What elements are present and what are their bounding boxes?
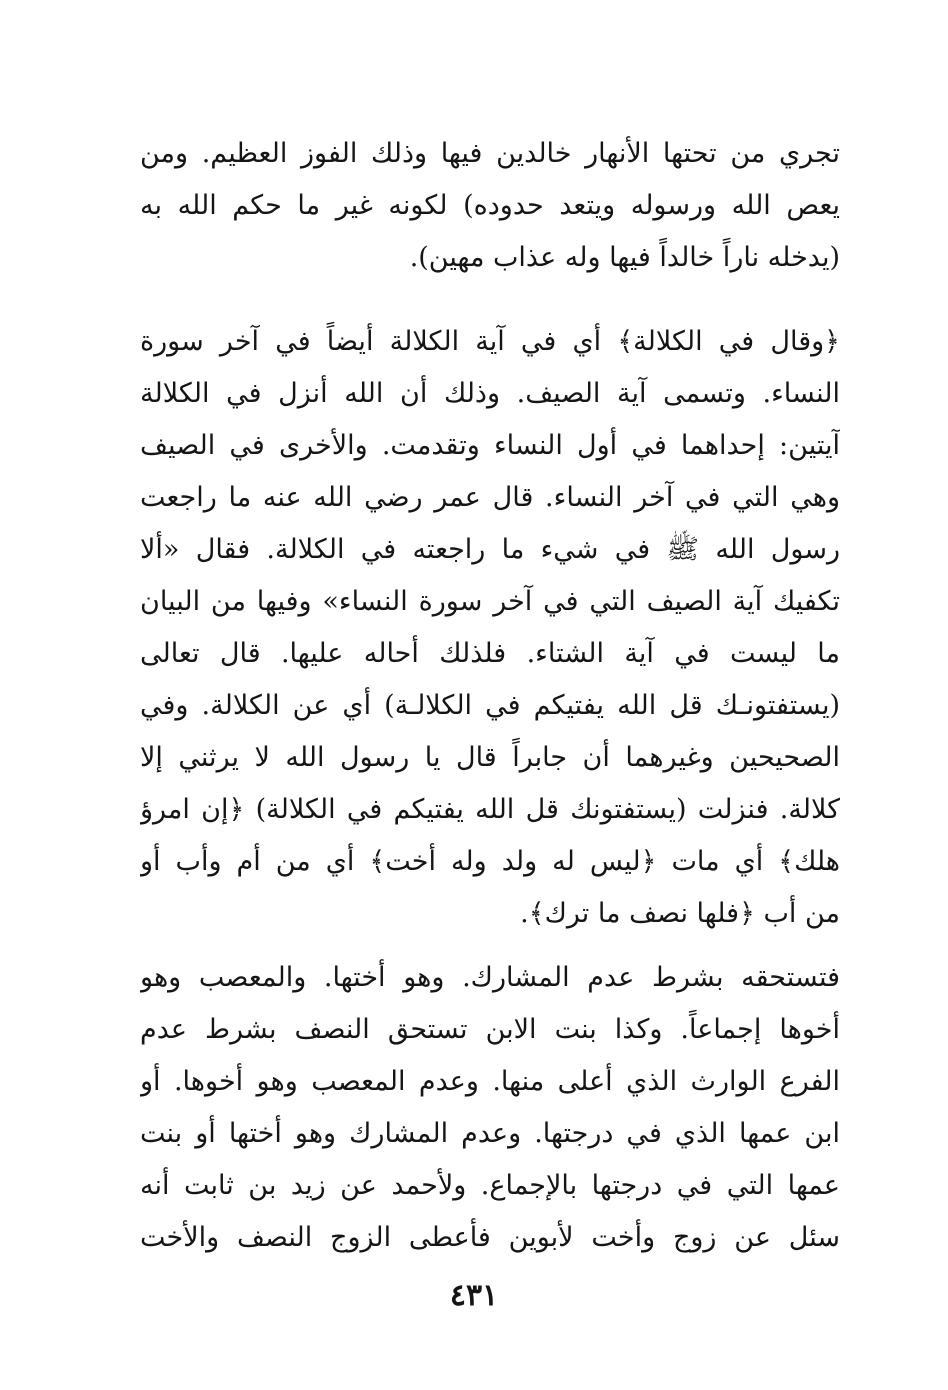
text-line: (يستفتونـك قل الله يفتيكم في الكلالـة) أي عن الكلالة. وفي bbox=[140, 690, 840, 721]
text-line: وهي التي في آخر النساء. قال عمر رضي الله عنه ما راجعت bbox=[140, 482, 840, 513]
text-line: الصحيحين وغيرهما أن جابراً قال يا رسول الله لا يرثني إلا bbox=[140, 742, 840, 773]
text-line: تكفيك آية الصيف التي في آخر سورة النساء» وفيها من البيان bbox=[140, 586, 840, 617]
paragraph-3 bbox=[140, 952, 840, 1264]
text-line: سئل عن زوج وأخت لأبوين فأعطى الزوج النصف والأخت bbox=[140, 1222, 840, 1253]
paragraph-1 bbox=[140, 128, 840, 284]
text-line: فتستحقه بشرط عدم المشارك. وهو أختها. والمعصب وهو bbox=[140, 962, 840, 993]
text-line: النساء. وتسمى آية الصيف. وذلك أن الله أنزل في الكلالة bbox=[140, 378, 840, 409]
text-line: ما ليست في آية الشتاء. فلذلك أحاله عليها. قال تعالى bbox=[140, 638, 840, 669]
text-line: كلالة. فنزلت (يستفتونك قل الله يفتيكم في الكلالة) ﴿إن امرؤ bbox=[140, 794, 840, 825]
text-line: من أب ﴿فلها نصف ما ترك﴾. bbox=[520, 898, 840, 929]
text-line: عمها التي في درجتها بالإجماع. ولأحمد عن زيد بن ثابت أنه bbox=[140, 1170, 840, 1201]
text-line: هلك﴾ أي مات ﴿ليس له ولد وله أخت﴾ أي من أم وأب أو bbox=[140, 846, 840, 877]
text-line: رسول الله ﷺ في شيء ما راجعته في الكلالة. فقال «ألا bbox=[140, 534, 840, 565]
text-line: يعص الله ورسوله ويتعد حدوده) لكونه غير ما حكم الله به bbox=[140, 190, 840, 221]
text-line: الفرع الوارث الذي أعلى منها. وعدم المعصب وهو أخوها. أو bbox=[140, 1066, 840, 1097]
paragraph-2 bbox=[140, 316, 840, 940]
text-line: ابن عمها الذي في درجتها. وعدم المشارك وهو أختها أو بنت bbox=[140, 1118, 840, 1149]
text-line: ﴿وقال في الكلالة﴾ أي في آية الكلالة أيضاً في آخر سورة bbox=[140, 326, 840, 357]
text-line: (يدخله ناراً خالداً فيها وله عذاب مهين). bbox=[409, 242, 840, 273]
text-line: تجري من تحتها الأنهار خالدين فيها وذلك الفوز العظيم. ومن bbox=[140, 138, 840, 169]
text-line: آيتين: إحداهما في أول النساء وتقدمت. والأخرى في الصيف bbox=[140, 430, 840, 461]
page-number: ٤٣١ bbox=[449, 1278, 499, 1313]
text-line: أخوها إجماعاً. وكذا بنت الابن تستحق النصف بشرط عدم bbox=[140, 1014, 840, 1045]
